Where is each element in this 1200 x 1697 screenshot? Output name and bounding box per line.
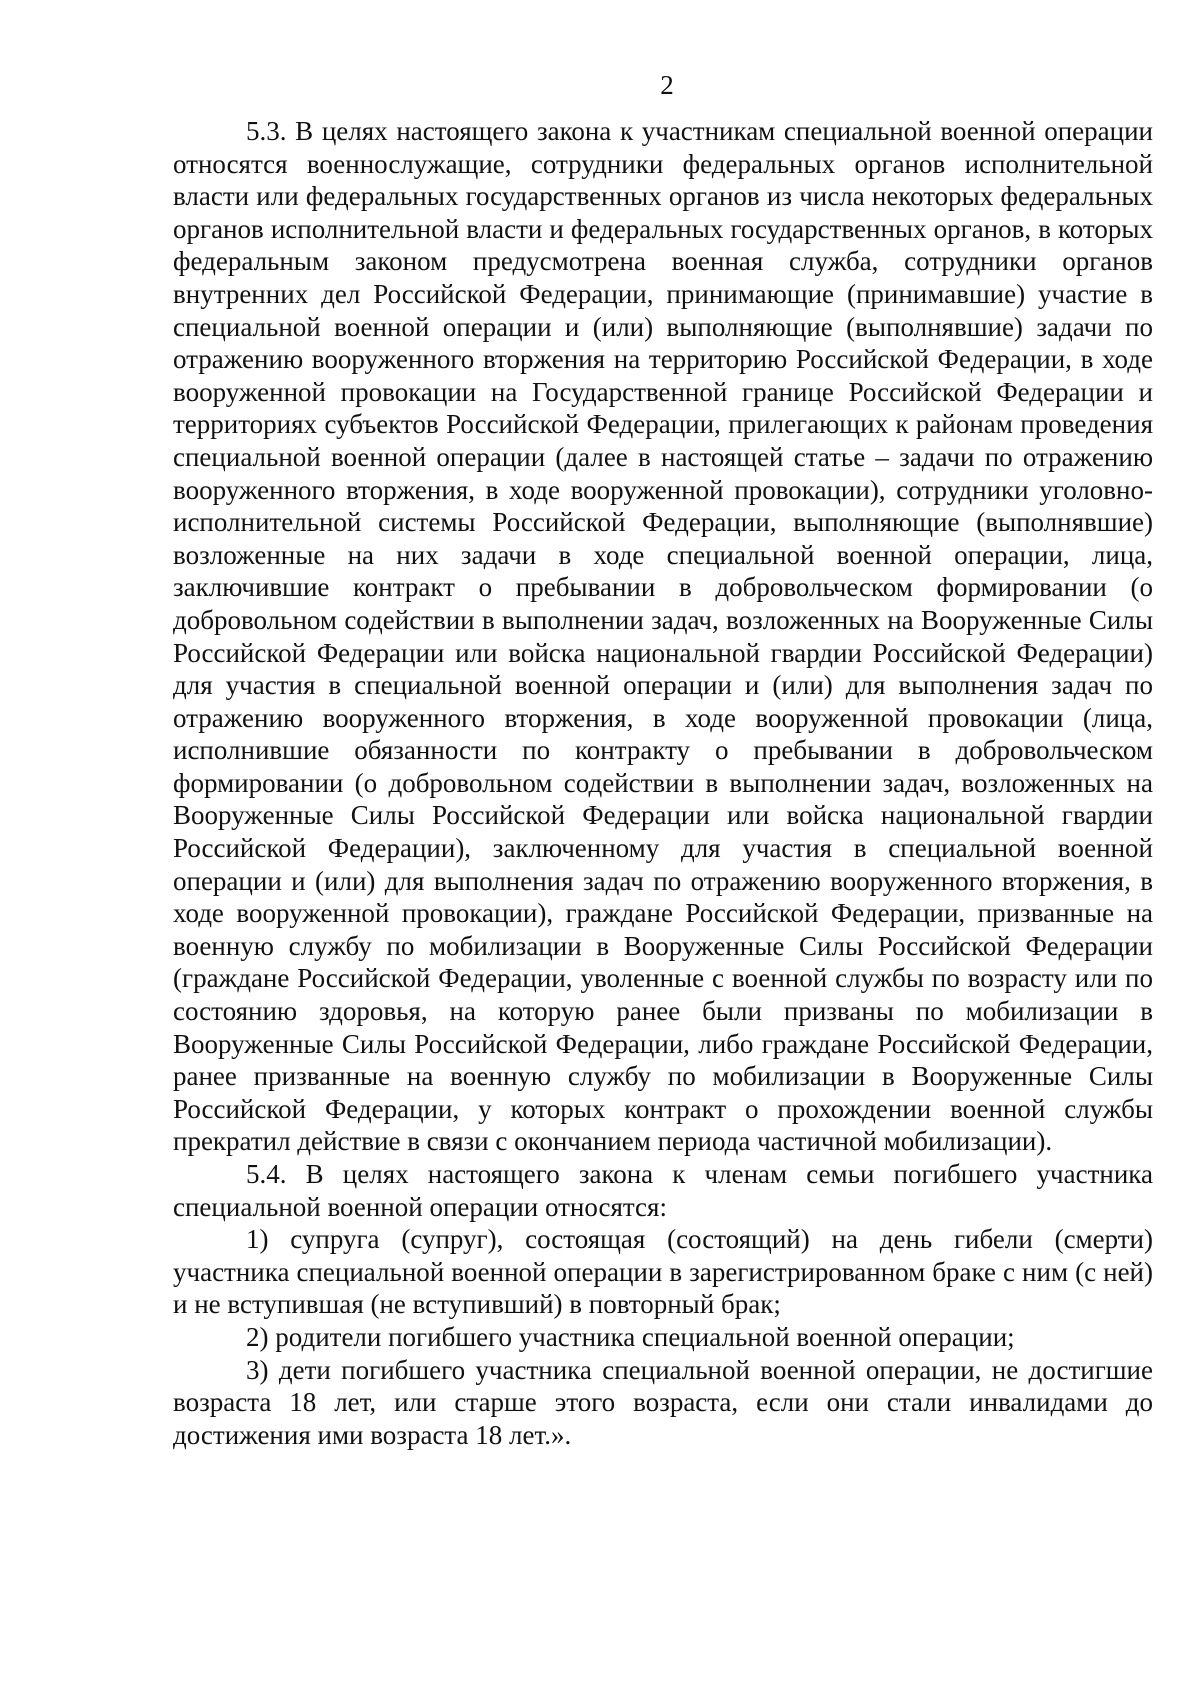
list-item-2: 2) родители погибшего участника специальной военной операции; [246,1321,1015,1352]
list-item-3: 3) дети погибшего участника специальной военной операции, не достигшие возраста 18 лет, или старше этого возраста, если они стали инвалидами до достижения ими возраста 18 лет.». [173,1354,1153,1450]
document-body [173,115,1153,1451]
page-number: 2 [660,70,674,100]
list-item-1: 1) супруга (супруг), состоящая (состоящий) на день гибели (смерти) участника специальной военной операции в зарегистрированном браке с ним (с ней) и не вступившая (не вступивший) в повторный брак; [173,1224,1153,1320]
paragraph-5-4: 5.4. В целях настоящего закона к членам семьи погибшего участника специальной военной операции относятся: [173,1159,1153,1222]
paragraph-5-3: 5.3. В целях настоящего закона к участникам специальной военной операции относятся военнослужащие, сотрудники федеральных органов исполнительной власти или федеральных государственных органов из числа некоторых федеральных органов исполнительной власти и федеральных государственных органов, в которых федеральным законом предусмотрена военная служба, сотрудники органов внутренних дел Российской Федерации, принимающие (принимавшие) участие в специальной военной операции и (или) выполняющие (выполнявшие) задачи по отражению вооруженного вторжения на территорию Российской Федерации, в ходе вооруженной провокации на Государственной границе Российской Федерации и территориях субъектов Российской Федерации, прилегающих к районам проведения специальной военной операции (далее в настоящей статье – задачи по отражению вооруженного вторжения, в ходе вооруженной провокации), сотрудники уголовно-исполнительной системы Российской Федерации, выполняющие (выполнявшие) возложенные на них задачи в ходе специальной военной операции, лица, заключившие контракт о пребывании в добровольческом формировании (о добровольном содействии в выполнении задач, возложенных на Вооруженные Силы Российской Федерации или войска национальной гвардии Российской Федерации) для участия в специальной военной операции и (или) для выполнения задач по отражению вооруженного вторжения, в ходе вооруженной провокации (лица, исполнившие обязанности по контракту о пребывании в добровольческом формировании (о добровольном содействии в выполнении задач, возложенных на Вооруженные Силы Российской Федерации или войска национальной гвардии Российской Федерации), заключенному для участия в специальной военной операции и (или) для выполнения задач по отражению вооруженного вторжения, в ходе вооруженной провокации), граждане Российской Федерации, призванные на военную службу по мобилизации в Вооруженные Силы Российской Федерации (граждане Российской Федерации, уволенные с военной службы по возрасту или по состоянию здоровья, на которую ранее были призваны по мобилизации в Вооруженные Силы Российской Федерации, либо граждане Российской Федерации, ранее призванные на военную службу по мобилизации в Вооруженные Силы Российской Федерации, у которых контракт о прохождении военной службы прекратил действие в связи с окончанием периода частичной мобилизации). [173,116,1153,1157]
